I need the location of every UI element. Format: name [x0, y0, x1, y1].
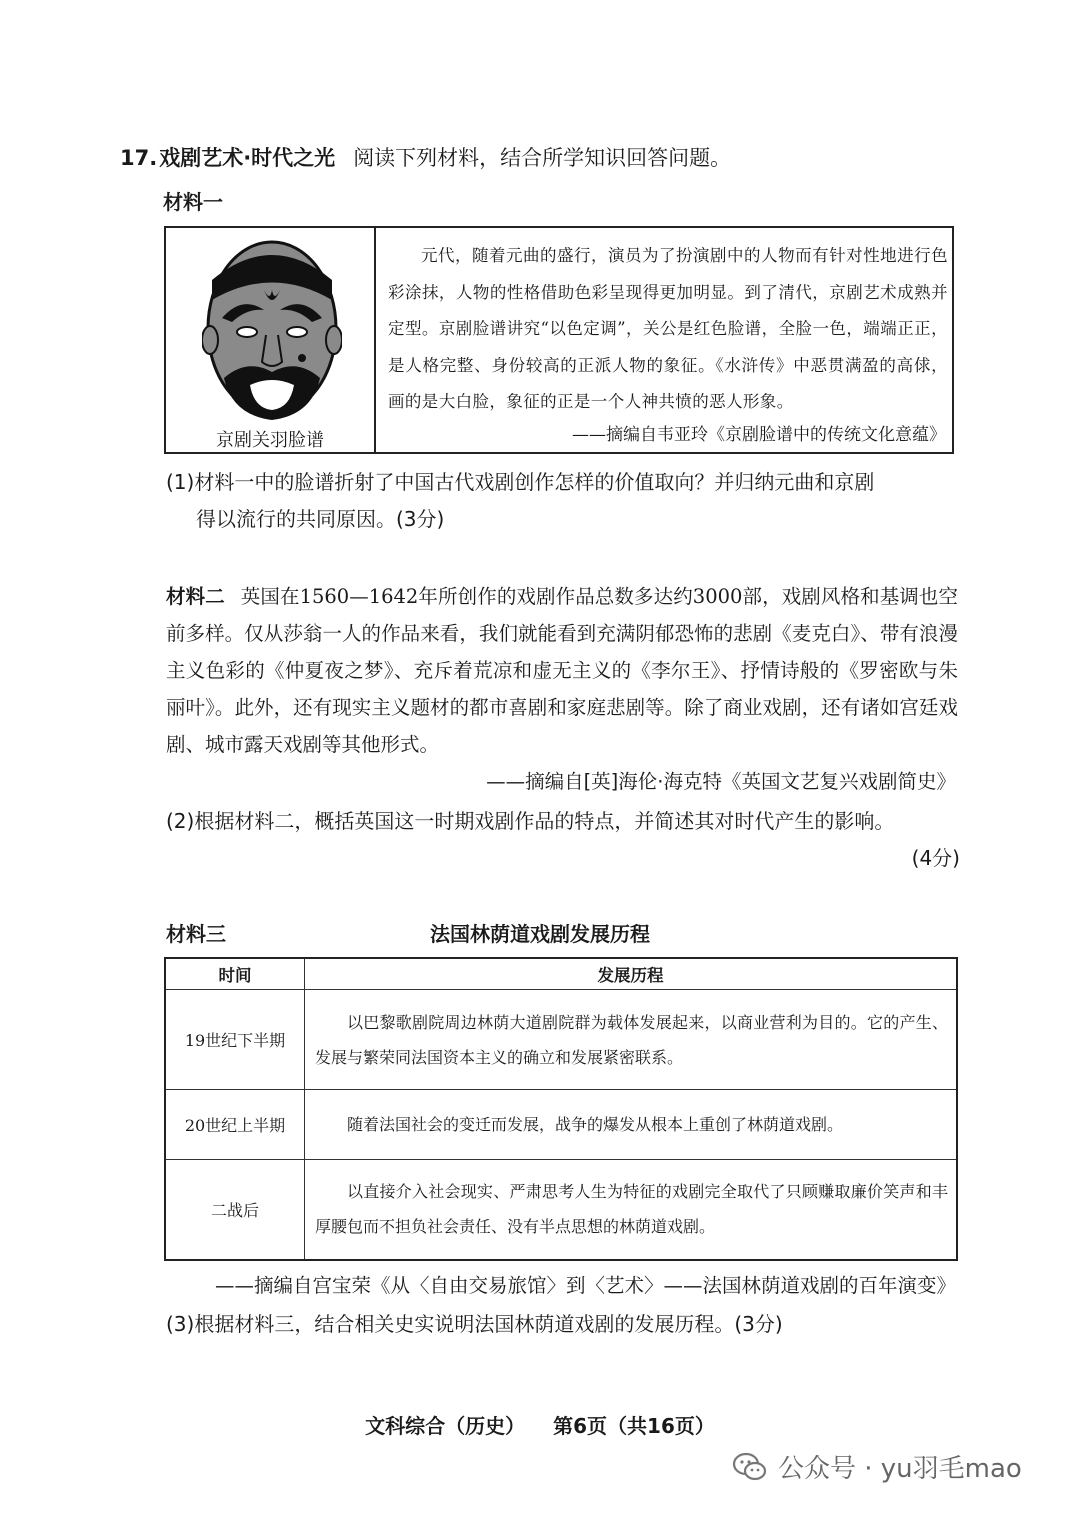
material1-source: ——摘编自韦亚玲《京剧脸谱中的传统文化意蕴》 [572, 425, 946, 445]
material3-source: ——摘编自宫宝荣《从〈自由交易旅馆〉到〈艺术〉——法国林荫道戏剧的百年演变》 [214, 1274, 956, 1297]
wechat-icon [732, 1449, 768, 1485]
row-description: 以直接介入社会现实、严肃思考人生为特征的戏剧完全取代了只顾赚取廉价笑声和丰厚腰包而不担负社会责任、没有半点思想的林荫道戏剧。 [305, 1160, 958, 1260]
table-header-row [165, 958, 957, 990]
material1-box [164, 226, 954, 454]
row-time: 二战后 [165, 1160, 305, 1260]
question-3 [166, 1306, 962, 1343]
page-footer [0, 1410, 1080, 1439]
question-1-line1: (1)材料一中的脸谱折射了中国古代戏剧创作怎样的价值取向？并归纳元曲和京剧 [166, 470, 875, 494]
row-time: 19世纪下半期 [165, 990, 305, 1090]
material1-image-panel [166, 228, 376, 452]
question-title: 戏剧艺术·时代之光 [159, 146, 336, 170]
header-time: 时间 [165, 958, 305, 990]
material2-text: 英国在1560—1642年所创作的戏剧作品总数多达约3000部，戏剧风格和基调也空前多样。仅从莎翁一人的作品来看，我们就能看到充满阴郁恐怖的悲剧《麦克白》、带有浪漫主义色彩的《仲夏夜之梦》、充斥着荒凉和虚无主义的《李尔王》、抒情诗般的《罗密欧与朱丽叶》。此外，还有现实主义题材的都市喜剧和家庭悲剧等。除了商业戏剧，还有诸如宫廷戏剧、城市露天戏剧等其他形式。 [166, 585, 958, 756]
question-1 [166, 464, 962, 538]
material2-source: ——摘编自[英]海伦·海克特《英国文艺复兴戏剧简史》 [486, 770, 956, 793]
development-table [164, 957, 958, 1261]
row-description: 随着法国社会的变迁而发展，战争的爆发从根本上重创了林荫道戏剧。 [305, 1090, 958, 1160]
question-instruction: 阅读下列材料，结合所学知识回答问题。 [353, 146, 732, 170]
material2-paragraph [166, 578, 958, 763]
question-2 [166, 803, 962, 877]
table-row [165, 990, 957, 1090]
table-row [165, 1090, 957, 1160]
row-time: 20世纪上半期 [165, 1090, 305, 1160]
watermark [732, 1448, 1022, 1485]
opera-mask-image [202, 240, 342, 426]
watermark-text: 公众号 · yu羽毛mao [778, 1454, 1022, 1484]
material2-label: 材料二 [166, 585, 225, 608]
material1-label: 材料一 [163, 190, 223, 214]
footer-subject: 文科综合（历史） [365, 1414, 526, 1438]
question-number: 17. [120, 146, 158, 170]
header-development: 发展历程 [305, 958, 958, 990]
table-row [165, 1160, 957, 1260]
footer-page-number: 第6页（共16页） [553, 1414, 715, 1438]
material3-label: 材料三 [166, 922, 226, 946]
row-description: 以巴黎歌剧院周边林荫大道剧院群为载体发展起来，以商业营利为目的。它的产生、发展与繁荣同法国资本主义的确立和发展紧密联系。 [305, 990, 958, 1090]
question-2-line1: (2)根据材料二，概括英国这一时期戏剧作品的特点，并简述其对时代产生的影响。 [166, 809, 895, 833]
material1-text: 元代，随着元曲的盛行，演员为了扮演剧中的人物而有针对性地进行色彩涂抹，人物的性格借助色彩呈现得更加明显。到了清代，京剧艺术成熟并定型。京剧脸谱讲究“以色定调”，关公是红色脸谱，全脸一色，端端正正，是人格完整、身份较高的正派人物的象征。《水浒传》中恶贯满盈的高俅，画的是大白脸，象征的正是一个人神共愤的恶人形象。 [388, 246, 948, 411]
question-1-line2: 得以流行的共同原因。(3分) [196, 507, 445, 531]
mask-caption: 京剧关羽脸谱 [216, 430, 324, 451]
question-2-score: (4分) [911, 846, 960, 870]
question-3-line1: (3)根据材料三，结合相关史实说明法国林荫道戏剧的发展历程。(3分) [166, 1312, 783, 1336]
material3-table-title: 法国林荫道戏剧发展历程 [430, 922, 650, 946]
question-header [120, 142, 731, 172]
